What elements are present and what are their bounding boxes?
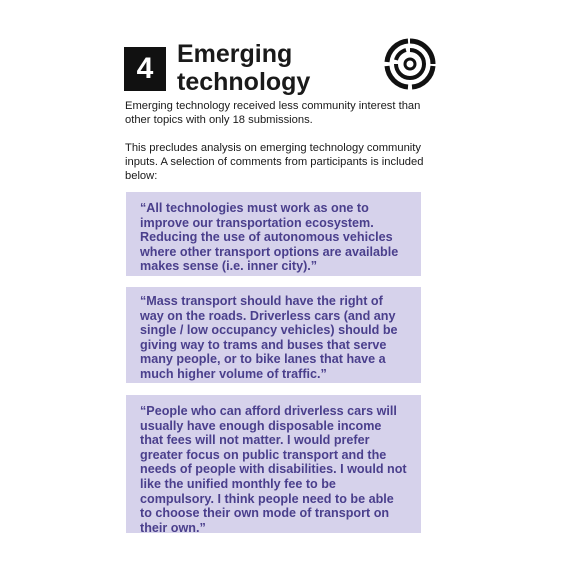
section-number-badge: 4 xyxy=(124,47,166,91)
intro-paragraph-1: Emerging technology received less community interest than other topics with only 18 submissions. xyxy=(125,100,421,126)
quote-block-3: “People who can afford driverless cars will usually have enough disposable income that fees will not matter. I would prefer greater focus on public transport and the needs of people with disabilities. I would not like the unified monthly fee to be compulsory. I think people need to be able to choose their own mode of transport on their own.” xyxy=(126,395,421,533)
circular-segmented-logo-icon xyxy=(384,38,436,90)
intro-paragraph-2: This precludes analysis on emerging technology community inputs. A selection of comments from participants is included below: xyxy=(125,142,424,182)
quote-block-1: “All technologies must work as one to improve our transportation ecosystem. Reducing the use of autonomous vehicles where other transport options are available makes sense (i.e. inner city).” xyxy=(126,192,421,276)
section-title xyxy=(177,40,347,96)
section-title-line-1: Emerging xyxy=(177,40,293,68)
section-header xyxy=(124,40,347,96)
quote-block-2: “Mass transport should have the right of way on the roads. Driverless cars (and any single / low occupancy vehicles) should be giving way to trams and buses that serve many people, or to bike lanes that have a much higher volume of traffic.” xyxy=(126,287,421,383)
section-title-line-2: technology xyxy=(177,68,311,96)
